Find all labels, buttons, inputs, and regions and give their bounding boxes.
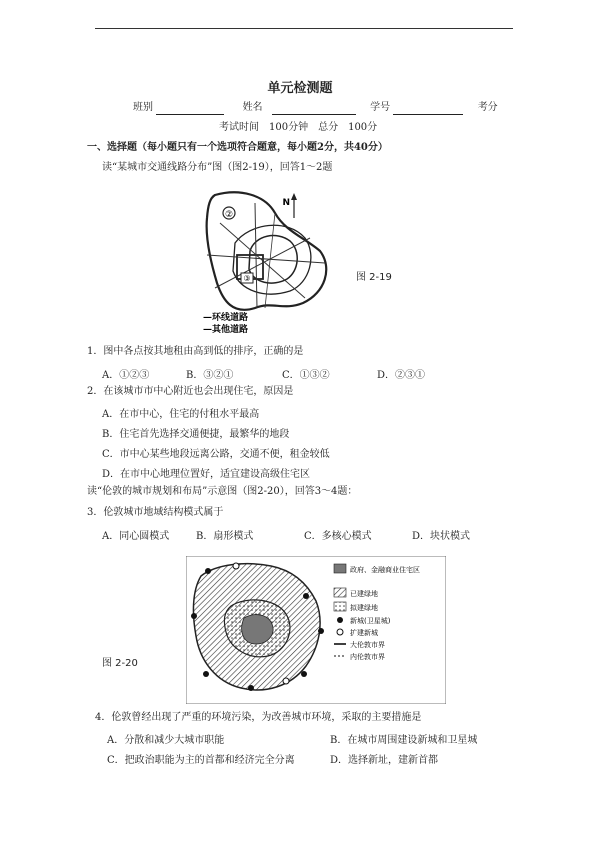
legend-greater-london-label: 大伦敦市界 (350, 641, 385, 649)
new-town-marker (248, 685, 254, 691)
road-line (207, 255, 325, 263)
q1-option-b[interactable]: B．③②① (186, 370, 234, 381)
legend-expanded-town-icon (337, 629, 343, 635)
legend-expanded-town-label: 扩建新城 (350, 629, 378, 637)
legend-ring-road: —环线道路 (203, 313, 249, 323)
q4-option-c[interactable]: C．把政治职能为主的首都和经济完全分离 (107, 755, 295, 766)
central-business-district (242, 615, 273, 644)
q3-option-d[interactable]: D．块状模式 (412, 531, 471, 542)
q2-option-d[interactable]: D．在市中心地理位置好，适宜建设高级住宅区 (102, 469, 311, 480)
question-2: 2．在该城市市中心附近也会出现住宅，原因是 (87, 386, 294, 397)
fig-2-19-caption: 图 2-19 (356, 272, 392, 283)
point-2-label: ② (224, 210, 234, 220)
name-field[interactable] (272, 103, 356, 115)
north-arrow-head-icon (291, 193, 297, 200)
north-label: N (282, 198, 290, 208)
legend-new-town-icon (337, 617, 343, 623)
intro-fig-2-20: 读“伦敦的城市规划和布局”示意图（图2-20），回答3～4题： (87, 486, 358, 497)
exam-info: 考试时间 100分钟 总分 100分 (219, 122, 378, 133)
legend-swatch-planned-green (334, 602, 346, 611)
q2-option-b[interactable]: B．住宅首先选择交通便捷，最繁华的地段 (102, 429, 290, 440)
legend-swatch-existing-green (334, 588, 346, 597)
fig-2-20-map (186, 556, 446, 704)
new-town-marker (303, 593, 309, 599)
section-heading: 一、选择题（每小题只有一个选项符合题意，每小题2分，共40分） (87, 142, 388, 153)
new-town-marker (318, 628, 324, 634)
student-info-row (133, 101, 498, 115)
question-3: 3．伦敦城市地域结构模式属于 (87, 507, 224, 518)
q2-option-a[interactable]: A．在市中心，住宅的付租水平最高 (102, 409, 260, 420)
q4-option-d[interactable]: D．选择新址，建新首都 (330, 755, 439, 766)
legend-existing-green-label: 已建绿地 (350, 590, 378, 598)
new-town-marker (203, 671, 209, 677)
q1-option-d[interactable]: D．②③① (377, 370, 426, 381)
q4-option-b[interactable]: B．在城市周围建设新城和卫星城 (330, 735, 478, 746)
q4-option-a[interactable]: A．分散和减少大城市职能 (107, 735, 225, 746)
intro-fig-2-19: 读“某城市交通线路分布”图（图2-19），回答1～2题 (102, 162, 333, 173)
id-label: 学号 (370, 102, 391, 113)
legend-inner-london-label: 内伦敦市界 (350, 653, 385, 661)
question-4: 4．伦敦曾经出现了严重的环境污染，为改善城市环境，采取的主要措施是 (95, 712, 422, 723)
class-label: 班别 (133, 102, 153, 113)
score-label: 考分 (477, 102, 498, 113)
new-town-marker (205, 568, 211, 574)
legend-planned-green-label: 拟建绿地 (350, 604, 378, 612)
q1-option-c[interactable]: C．①③② (282, 370, 330, 381)
legend-new-town-label: 新城(卫星城) (350, 617, 391, 625)
new-town-marker (191, 613, 197, 619)
road-line (215, 238, 310, 288)
q1-option-a[interactable]: A．①②③ (102, 370, 150, 381)
legend-other-road: —其他道路 (203, 325, 249, 335)
point-3-label: ③ (243, 274, 251, 283)
fig-2-20-caption: 图 2-20 (102, 658, 138, 669)
legend-swatch-cbd (334, 564, 346, 573)
q3-option-b[interactable]: B．扇形模式 (196, 531, 254, 542)
fig-2-19-map (195, 183, 335, 338)
top-rule (95, 28, 513, 29)
question-1: 1．图中各点按其地租由高到低的排序，正确的是 (87, 346, 304, 357)
new-town-marker (301, 671, 307, 677)
page-title: 单元检测题 (267, 81, 333, 96)
legend-cbd-label: 政府、金融商业住宅区 (350, 566, 420, 574)
expanded-town-marker (233, 563, 239, 569)
name-label: 姓名 (242, 102, 263, 113)
id-field[interactable] (393, 103, 463, 115)
q2-option-c[interactable]: C．市中心某些地段远离公路，交通不便，租金较低 (102, 449, 330, 460)
q3-option-c[interactable]: C．多核心模式 (304, 531, 372, 542)
q3-option-a[interactable]: A．同心圆模式 (102, 531, 170, 542)
class-field[interactable] (156, 103, 224, 115)
expanded-town-marker (283, 678, 289, 684)
